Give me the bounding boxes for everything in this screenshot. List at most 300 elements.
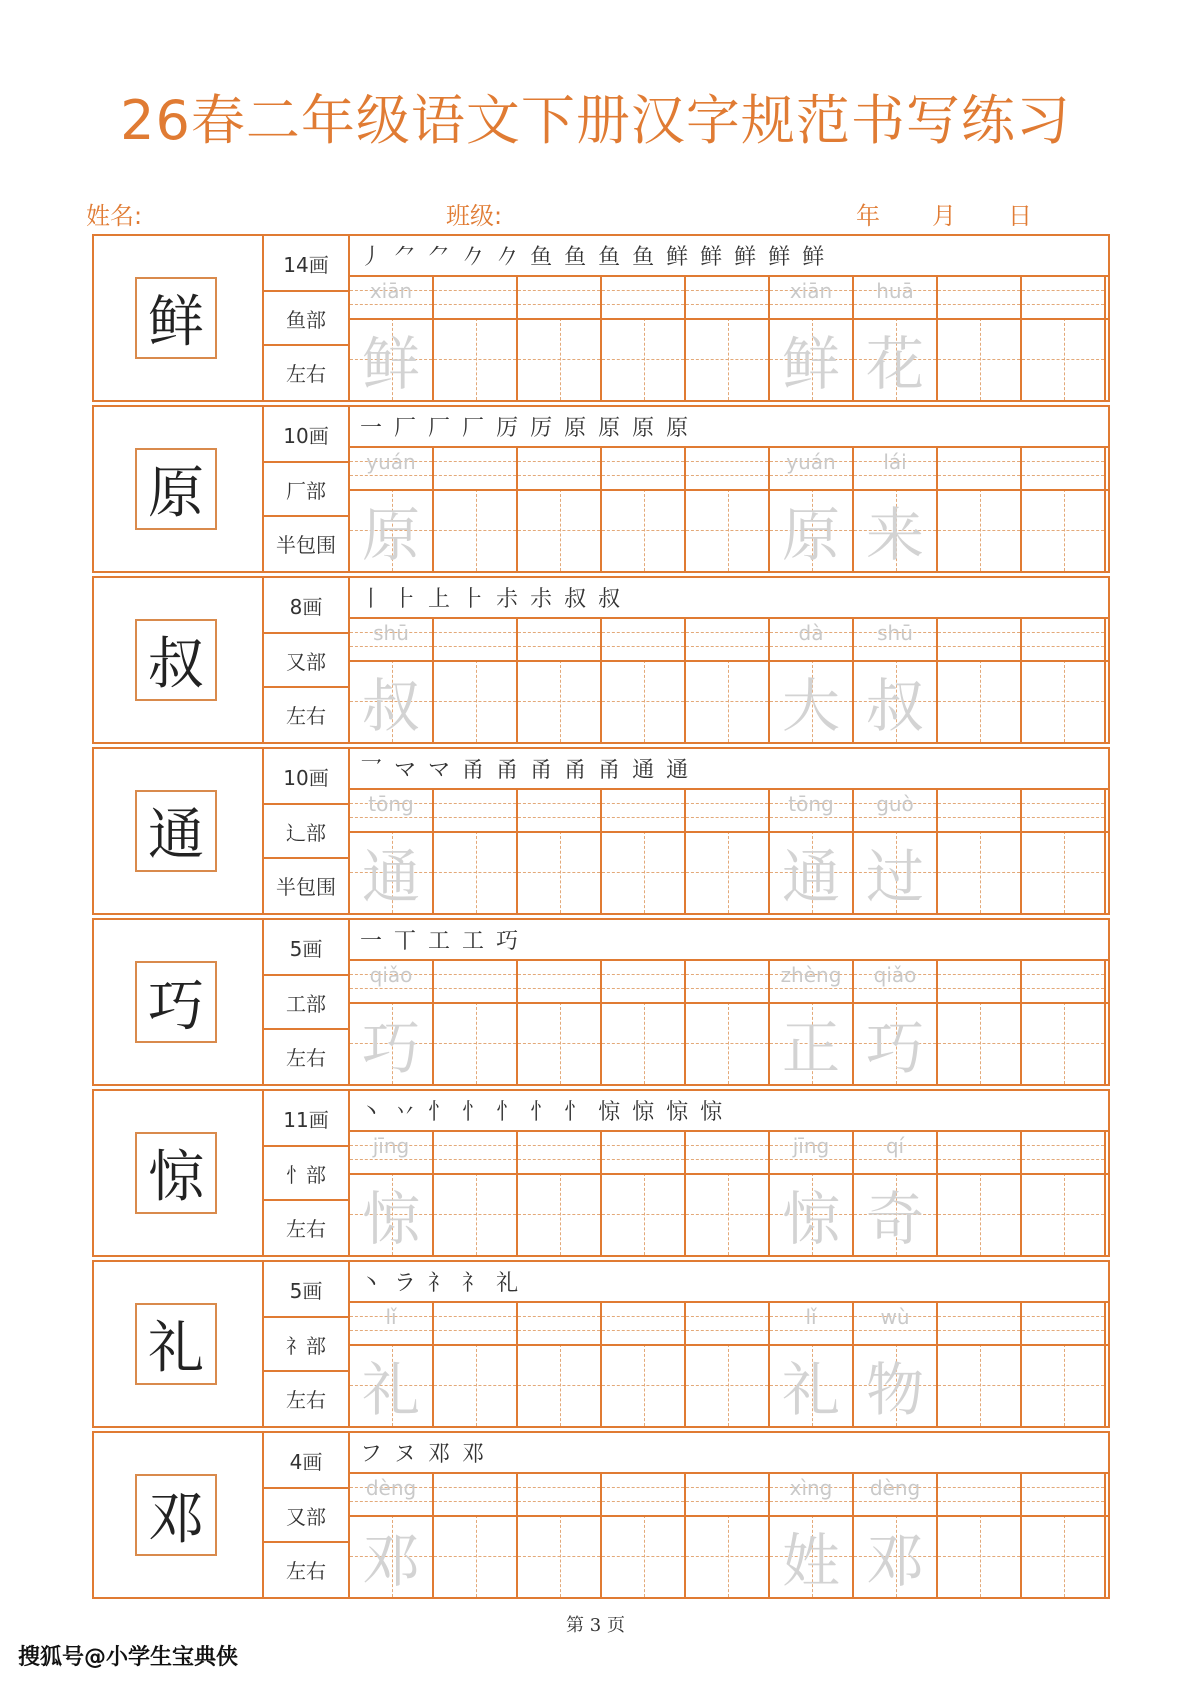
pinyin-guide-line (770, 475, 852, 476)
pinyin-guide-line (686, 304, 768, 305)
trace-character (1022, 489, 1104, 571)
writing-cell[interactable] (938, 1132, 1022, 1255)
writing-cell[interactable] (602, 277, 686, 400)
trace-character (518, 1173, 600, 1255)
model-character: 邓 (135, 1474, 217, 1556)
stroke-step: 甬 (564, 758, 587, 783)
character-block (92, 405, 1110, 573)
pinyin-guide-line (518, 1159, 600, 1160)
structure: 左右 (264, 1028, 348, 1082)
pinyin-guide-line (686, 632, 768, 633)
stroke-count: 10画 (283, 423, 329, 448)
writing-cell[interactable] (1022, 277, 1106, 400)
pinyin-guide-line (686, 1501, 768, 1502)
trace-character: 叔 (865, 672, 924, 740)
stroke-step: 工 (462, 929, 485, 954)
character-block (92, 234, 1110, 402)
pinyin: shū (877, 621, 913, 645)
model-character-area (94, 1262, 264, 1426)
pinyin-guide-line (854, 1501, 936, 1502)
writing-grid (350, 961, 1108, 1084)
model-character: 巧 (135, 961, 217, 1043)
radical: 鱼部 (264, 290, 348, 344)
pinyin-guide-line (518, 646, 600, 647)
pinyin-guide-line (602, 461, 684, 462)
writing-cell[interactable] (770, 961, 854, 1084)
model-character: 惊 (135, 1132, 217, 1214)
writing-cell[interactable] (518, 1132, 602, 1255)
writing-cell[interactable] (518, 961, 602, 1084)
pinyin: zhèng (780, 963, 842, 987)
model-character: 原 (135, 448, 217, 530)
class-label: 班级: (446, 202, 503, 230)
stroke-step: 一 (360, 929, 383, 954)
stroke-step: 原 (598, 416, 621, 441)
pinyin-guide-line (518, 1330, 600, 1331)
pinyin: yuán (786, 450, 836, 474)
writing-cell[interactable] (770, 619, 854, 742)
stroke-count: 14画 (283, 252, 329, 277)
writing-cell[interactable] (770, 1132, 854, 1255)
stroke-step: 叔 (564, 587, 587, 612)
stroke-step: 丶 (360, 1271, 383, 1296)
writing-cell[interactable] (770, 277, 854, 400)
structure: 左右 (264, 1370, 348, 1424)
pinyin: tōng (788, 792, 834, 816)
pinyin: wù (880, 1305, 910, 1329)
writing-cell[interactable] (518, 1474, 602, 1597)
writing-cell[interactable] (350, 790, 434, 913)
radical: 厂部 (264, 461, 348, 515)
pinyin-guide-line (350, 988, 432, 989)
trace-character (1022, 660, 1104, 742)
stroke-step: 丷 (394, 1100, 417, 1125)
model-character-area (94, 749, 264, 913)
writing-cell[interactable] (938, 790, 1022, 913)
stroke-step: 原 (666, 416, 689, 441)
pinyin: qiǎo (873, 963, 917, 987)
structure: 左右 (264, 1199, 348, 1253)
pinyin-guide-line (938, 632, 1020, 633)
stroke-step: 惊 (598, 1100, 621, 1125)
writing-cell[interactable] (350, 1474, 434, 1597)
writing-cell[interactable] (686, 961, 770, 1084)
pinyin-guide-line (434, 632, 516, 633)
writing-cell[interactable] (434, 619, 518, 742)
pinyin-guide-line (938, 1501, 1020, 1502)
writing-cell[interactable] (938, 1474, 1022, 1597)
pinyin-guide-line (770, 1159, 852, 1160)
trace-character (602, 1344, 684, 1426)
writing-cell[interactable] (854, 961, 938, 1084)
name-label: 姓名: (86, 202, 143, 230)
pinyin-guide-line (686, 1316, 768, 1317)
pinyin-guide-line (854, 817, 936, 818)
stroke-step: 邓 (462, 1442, 485, 1467)
trace-character (1022, 1344, 1104, 1426)
pinyin-guide-line (602, 304, 684, 305)
writing-cell[interactable] (938, 1303, 1022, 1426)
writing-cell[interactable] (602, 619, 686, 742)
writing-cell[interactable] (518, 1303, 602, 1426)
pinyin-guide-line (434, 1145, 516, 1146)
writing-cell[interactable] (686, 790, 770, 913)
writing-cell[interactable] (602, 1474, 686, 1597)
pinyin-guide-line (602, 475, 684, 476)
stroke-step: 惊 (666, 1100, 689, 1125)
writing-cell[interactable] (518, 277, 602, 400)
stroke-step: 邓 (428, 1442, 451, 1467)
pinyin-guide-line (938, 1159, 1020, 1160)
stroke-step: 鱼 (598, 245, 621, 270)
pinyin-guide-line (938, 475, 1020, 476)
pinyin: guò (876, 792, 914, 816)
stroke-step: 丿 (360, 245, 383, 270)
writing-grid (350, 277, 1108, 400)
trace-character: 礼 (361, 1356, 420, 1424)
pinyin-guide-line (350, 304, 432, 305)
pinyin-guide-line (938, 461, 1020, 462)
character-block (92, 1089, 1110, 1257)
pinyin-guide-line (938, 290, 1020, 291)
stroke-step: 鲜 (768, 245, 791, 270)
pinyin-guide-line (1022, 1501, 1104, 1502)
pinyin-guide-line (434, 290, 516, 291)
character-block (92, 1260, 1110, 1428)
pinyin: shū (373, 621, 409, 645)
character-block (92, 576, 1110, 744)
stroke-step: 鲜 (700, 245, 723, 270)
trace-character (938, 1173, 1020, 1255)
pinyin-guide-line (770, 646, 852, 647)
writing-cell[interactable] (854, 1303, 938, 1426)
stroke-step: 甬 (598, 758, 621, 783)
stroke-step: ラ (394, 1271, 417, 1296)
pinyin-guide-line (602, 1316, 684, 1317)
radical: 又部 (264, 1487, 348, 1541)
writing-cell[interactable] (686, 1474, 770, 1597)
writing-cell[interactable] (1022, 1132, 1106, 1255)
pinyin-guide-line (518, 1145, 600, 1146)
writing-cell[interactable] (434, 961, 518, 1084)
pinyin-guide-line (854, 1330, 936, 1331)
stroke-step: 忄 (564, 1100, 587, 1125)
stroke-step: 通 (666, 758, 689, 783)
pinyin: jīng (372, 1134, 410, 1158)
trace-character (434, 489, 516, 571)
stroke-step: 忄 (530, 1100, 553, 1125)
grid-divider (350, 1344, 1108, 1346)
writing-grid (350, 790, 1108, 913)
writing-cell[interactable] (350, 1132, 434, 1255)
writing-cell[interactable] (518, 790, 602, 913)
pinyin-guide-line (602, 1145, 684, 1146)
pinyin-guide-line (1022, 1330, 1104, 1331)
pinyin-guide-line (518, 988, 600, 989)
pinyin-guide-line (854, 475, 936, 476)
pinyin-guide-line (938, 1145, 1020, 1146)
pinyin-guide-line (434, 803, 516, 804)
pinyin-guide-line (602, 646, 684, 647)
writing-cell[interactable] (350, 619, 434, 742)
pinyin: lǐ (385, 1305, 397, 1329)
writing-grid (350, 1474, 1108, 1597)
pinyin-guide-line (770, 304, 852, 305)
pinyin-guide-line (1022, 646, 1104, 647)
structure: 半包围 (264, 857, 348, 911)
writing-cell[interactable] (854, 277, 938, 400)
trace-character: 来 (865, 501, 924, 569)
trace-character (602, 1002, 684, 1084)
pinyin-guide-line (434, 1159, 516, 1160)
stroke-step: マ (394, 758, 417, 783)
pinyin: xiān (789, 279, 833, 303)
writing-cell[interactable] (686, 448, 770, 571)
trace-character: 正 (781, 1014, 840, 1082)
pinyin-guide-line (602, 1487, 684, 1488)
pinyin-guide-line (602, 1330, 684, 1331)
writing-cell[interactable] (350, 277, 434, 400)
writing-cell[interactable] (434, 1132, 518, 1255)
writing-cell[interactable] (434, 790, 518, 913)
trace-character: 花 (865, 330, 924, 398)
stroke-step: 工 (428, 929, 451, 954)
pinyin-guide-line (686, 646, 768, 647)
model-character: 通 (135, 790, 217, 872)
writing-cell[interactable] (770, 1474, 854, 1597)
writing-cell[interactable] (434, 1474, 518, 1597)
pinyin: dà (798, 621, 824, 645)
pinyin-guide-line (434, 1487, 516, 1488)
writing-cell[interactable] (1022, 790, 1106, 913)
trace-character (602, 660, 684, 742)
structure: 左右 (264, 1541, 348, 1595)
model-character-area (94, 578, 264, 742)
pinyin-guide-line (602, 988, 684, 989)
writing-cell[interactable] (938, 619, 1022, 742)
pinyin-guide-line (434, 475, 516, 476)
stroke-step: 鲜 (734, 245, 757, 270)
radical: 礻部 (264, 1316, 348, 1370)
writing-cell[interactable] (1022, 1303, 1106, 1426)
stroke-order (350, 236, 1108, 277)
pinyin-guide-line (1022, 475, 1104, 476)
stroke-step: 甬 (530, 758, 553, 783)
trace-character (434, 1002, 516, 1084)
model-character-area (94, 920, 264, 1084)
trace-character (686, 831, 768, 913)
trace-character (518, 660, 600, 742)
character-info (264, 1433, 350, 1597)
stroke-step: マ (428, 758, 451, 783)
pinyin-guide-line (854, 988, 936, 989)
character-info (264, 407, 350, 571)
pinyin-guide-line (518, 632, 600, 633)
structure: 左右 (264, 344, 348, 398)
trace-character: 过 (865, 843, 924, 911)
writing-cell[interactable] (602, 1132, 686, 1255)
trace-character: 巧 (361, 1014, 420, 1082)
writing-cell[interactable] (770, 790, 854, 913)
trace-character (1022, 1002, 1104, 1084)
model-character-area (94, 236, 264, 400)
trace-character: 礼 (781, 1356, 840, 1424)
stroke-step: 原 (564, 416, 587, 441)
stroke-step: 厉 (496, 416, 519, 441)
trace-character (518, 1515, 600, 1597)
trace-character (518, 831, 600, 913)
stroke-step: 通 (632, 758, 655, 783)
pinyin-guide-line (1022, 1487, 1104, 1488)
trace-character (602, 831, 684, 913)
stroke-step: 鱼 (564, 245, 587, 270)
pinyin-guide-line (1022, 304, 1104, 305)
pinyin-guide-line (434, 461, 516, 462)
trace-character: 奇 (865, 1185, 924, 1253)
trace-character (686, 1344, 768, 1426)
trace-character (938, 660, 1020, 742)
writing-cell[interactable] (1022, 448, 1106, 571)
stroke-step: 一 (360, 416, 383, 441)
writing-cell[interactable] (350, 1303, 434, 1426)
stroke-step: 甬 (462, 758, 485, 783)
writing-cell[interactable] (686, 1132, 770, 1255)
pinyin-guide-line (770, 817, 852, 818)
writing-cell[interactable] (602, 1303, 686, 1426)
pinyin: lǐ (805, 1305, 817, 1329)
stroke-step: 惊 (632, 1100, 655, 1125)
pinyin-guide-line (350, 817, 432, 818)
trace-character: 通 (361, 843, 420, 911)
pinyin-guide-line (686, 1145, 768, 1146)
writing-cell[interactable] (770, 1303, 854, 1426)
stroke-step: ⺈ (394, 245, 417, 270)
pinyin-guide-line (434, 974, 516, 975)
character-block (92, 918, 1110, 1086)
trace-character (602, 489, 684, 571)
stroke-count: 11画 (283, 1107, 329, 1132)
stroke-step: ⺈ (428, 245, 451, 270)
writing-cell[interactable] (686, 1303, 770, 1426)
stroke-order (350, 1433, 1108, 1474)
writing-cell[interactable] (518, 619, 602, 742)
pinyin-guide-line (434, 1330, 516, 1331)
stroke-step: 礼 (496, 1271, 519, 1296)
pinyin-guide-line (770, 1330, 852, 1331)
pinyin-guide-line (770, 1501, 852, 1502)
stroke-count: 5画 (289, 936, 323, 961)
year-label: 年 (856, 202, 880, 230)
pinyin-guide-line (686, 817, 768, 818)
pinyin-guide-line (686, 1330, 768, 1331)
pinyin-guide-line (1022, 803, 1104, 804)
writing-cell[interactable] (938, 961, 1022, 1084)
stroke-step: 鱼 (530, 245, 553, 270)
pinyin: qí (885, 1134, 905, 1158)
stroke-count: 10画 (283, 765, 329, 790)
pinyin-guide-line (938, 1330, 1020, 1331)
writing-cell[interactable] (350, 961, 434, 1084)
character-info (264, 920, 350, 1084)
stroke-step: 尗 (496, 587, 519, 612)
writing-cell[interactable] (938, 448, 1022, 571)
pinyin-guide-line (1022, 290, 1104, 291)
stroke-step: 厂 (394, 416, 417, 441)
writing-cell[interactable] (1022, 619, 1106, 742)
writing-cell[interactable] (602, 448, 686, 571)
writing-cell[interactable] (602, 961, 686, 1084)
pinyin-guide-line (1022, 1159, 1104, 1160)
writing-cell[interactable] (518, 448, 602, 571)
pinyin-guide-line (518, 461, 600, 462)
writing-cell[interactable] (434, 1303, 518, 1426)
writing-cell[interactable] (1022, 1474, 1106, 1597)
trace-character: 叔 (361, 672, 420, 740)
trace-character (1022, 1515, 1104, 1597)
pinyin-guide-line (686, 290, 768, 291)
pinyin-guide-line (602, 1501, 684, 1502)
trace-character (1022, 1173, 1104, 1255)
writing-cell[interactable] (686, 277, 770, 400)
radical: 辶部 (264, 803, 348, 857)
grid-divider (350, 318, 1108, 320)
stroke-count: 5画 (289, 1278, 323, 1303)
pinyin-guide-line (938, 817, 1020, 818)
writing-grid (350, 1303, 1108, 1426)
stroke-step: 惊 (700, 1100, 723, 1125)
writing-cell[interactable] (350, 448, 434, 571)
stroke-step: ⺊ (394, 587, 417, 612)
writing-cell[interactable] (938, 277, 1022, 400)
trace-character (434, 318, 516, 400)
pinyin-guide-line (1022, 974, 1104, 975)
page-number: 第 3 页 (566, 1615, 625, 1636)
pinyin: jīng (792, 1134, 830, 1158)
stroke-step: 𠂊 (496, 245, 519, 270)
writing-cell[interactable] (854, 448, 938, 571)
page-title: 26春二年级语文下册汉字规范书写练习 (120, 89, 1071, 152)
writing-cell[interactable] (602, 790, 686, 913)
writing-cell[interactable] (854, 790, 938, 913)
writing-cell[interactable] (770, 448, 854, 571)
trace-character (686, 489, 768, 571)
stroke-step: 丶 (360, 1100, 383, 1125)
writing-cell[interactable] (686, 619, 770, 742)
stroke-order (350, 578, 1108, 619)
trace-character: 原 (781, 501, 840, 569)
writing-cell[interactable] (434, 448, 518, 571)
character-info (264, 1091, 350, 1255)
trace-character: 惊 (361, 1185, 420, 1253)
writing-cell[interactable] (854, 619, 938, 742)
writing-cell[interactable] (1022, 961, 1106, 1084)
pinyin: lái (883, 450, 907, 474)
writing-cell[interactable] (854, 1132, 938, 1255)
trace-character: 邓 (865, 1527, 924, 1595)
model-character: 鲜 (135, 277, 217, 359)
writing-cell[interactable] (434, 277, 518, 400)
student-info-bar (86, 196, 1112, 230)
pinyin-guide-line (518, 1501, 600, 1502)
pinyin-guide-line (350, 1330, 432, 1331)
trace-character: 姓 (781, 1527, 840, 1595)
pinyin-guide-line (686, 1159, 768, 1160)
writing-cell[interactable] (854, 1474, 938, 1597)
stroke-step: 丅 (394, 929, 417, 954)
pinyin-guide-line (854, 1159, 936, 1160)
stroke-order (350, 1262, 1108, 1303)
trace-character: 邓 (361, 1527, 420, 1595)
